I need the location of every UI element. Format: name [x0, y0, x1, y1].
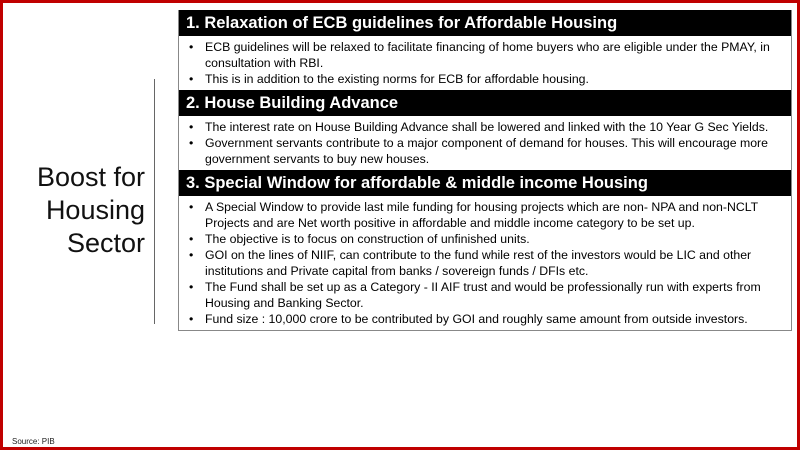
bullet-item: • The objective is to focus on construction of unfinished units. [187, 231, 783, 247]
slide-title [13, 161, 145, 260]
divider-line [154, 79, 155, 324]
source-note: Source: PIB [12, 437, 55, 446]
section-heading: 1. Relaxation of ECB guidelines for Affordable Housing [179, 10, 791, 36]
bullet-list [187, 199, 783, 327]
bullet-item: • GOI on the lines of NIIF, can contribute to the fund while rest of the investors would be LIC and other institutions and Private capital from banks / sovereign funds / DFIs etc. [187, 247, 783, 279]
slide-title-line: Boost for [36, 162, 145, 192]
bullet-list [187, 119, 783, 167]
bullet-item: • A Special Window to provide last mile funding for housing projects which are non- NPA and non-NCLT Projects and are Net worth positive in affordable and middle income category to be set up. [187, 199, 783, 231]
bullet-item: • Fund size : 10,000 crore to be contributed by GOI and roughly same amount from outside investors. [187, 311, 783, 327]
bullet-item: • The interest rate on House Building Advance shall be lowered and linked with the 10 Year G Sec Yields. [187, 119, 783, 135]
bullet-item: • The Fund shall be set up as a Category - II AIF trust and would be professionally run with experts from Housing and Banking Sector. [187, 279, 783, 311]
slide-title-line: Housing [45, 195, 145, 225]
slide-title-line: Sector [66, 228, 145, 258]
section-house-building-advance [179, 90, 791, 170]
bullet-list [187, 39, 783, 87]
section-body [179, 116, 791, 170]
section-heading: 2. House Building Advance [179, 90, 791, 116]
section-body [179, 196, 791, 330]
bullet-item: • ECB guidelines will be relaxed to facilitate financing of home buyers who are eligible under the PMAY, in consultation with RBI. [187, 39, 783, 71]
section-special-window [179, 170, 791, 330]
bullet-item: • This is in addition to the existing norms for ECB for affordable housing. [187, 71, 783, 87]
bullet-item: • Government servants contribute to a major component of demand for houses. This will encourage more government servants to buy new houses. [187, 135, 783, 167]
section-ecb [179, 10, 791, 90]
section-heading: 3. Special Window for affordable & middle income Housing [179, 170, 791, 196]
content-panel [178, 10, 792, 331]
section-body [179, 36, 791, 90]
